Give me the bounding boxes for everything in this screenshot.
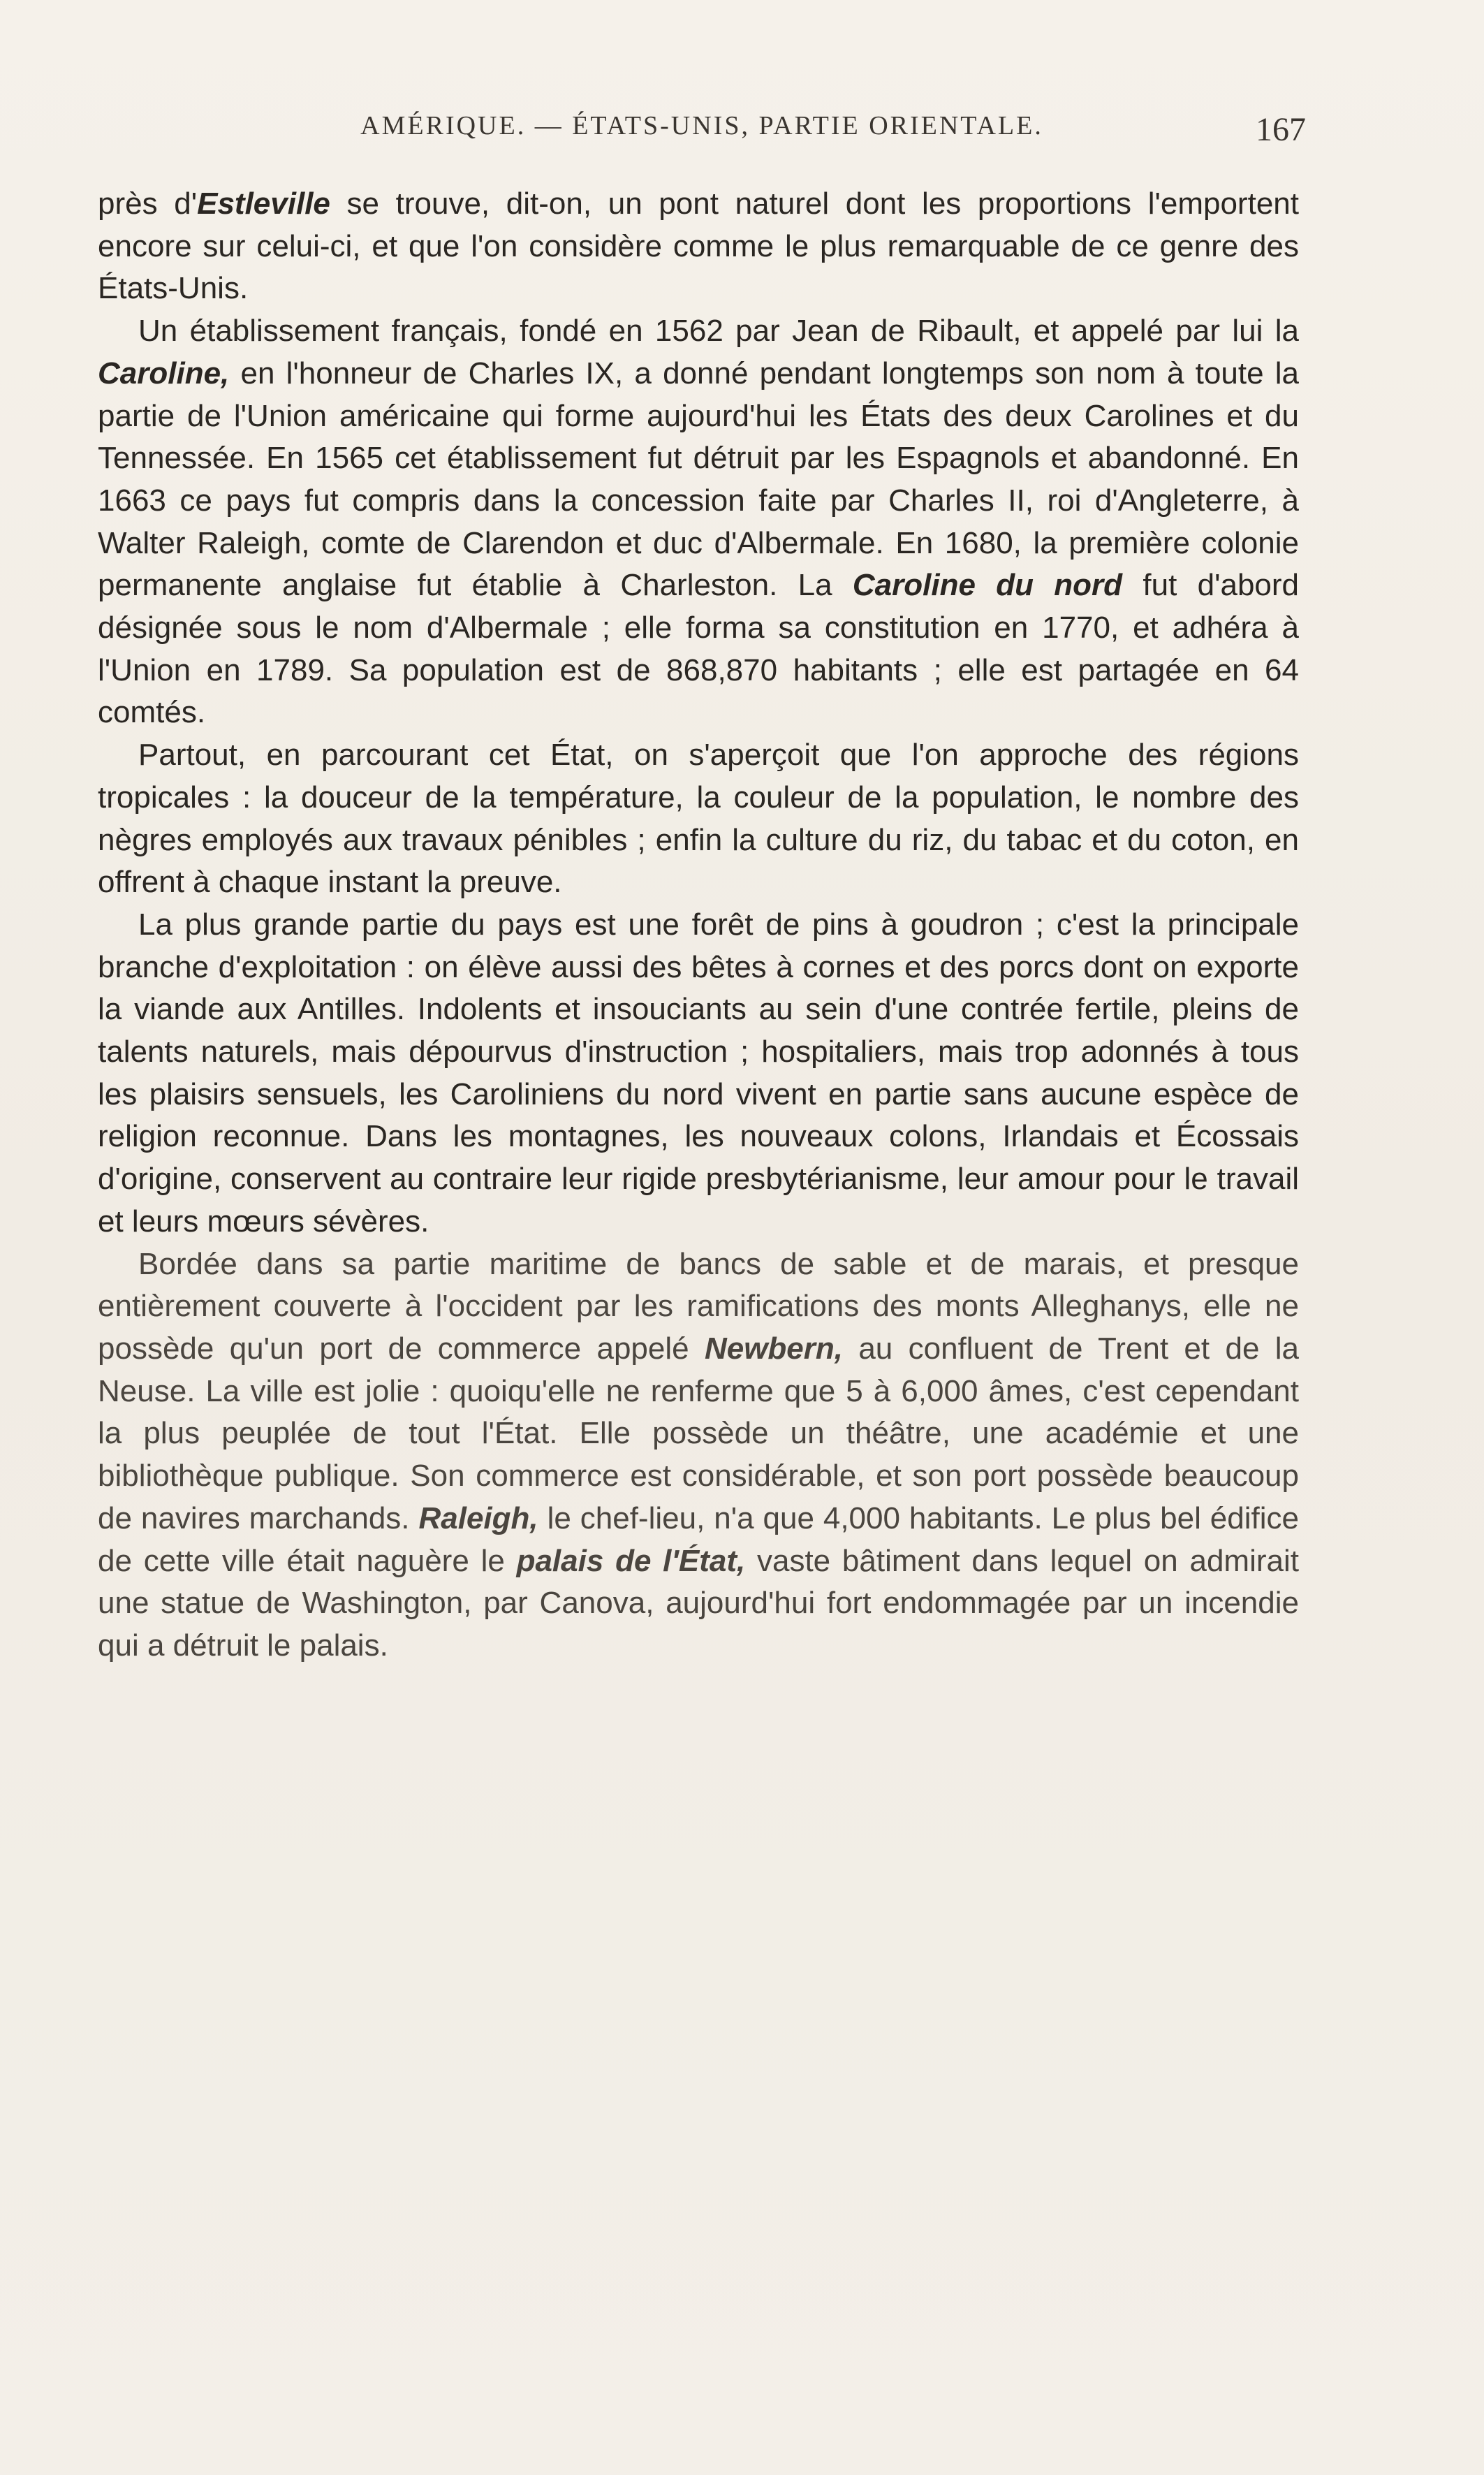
text-run: vaste bâtiment dans lequel on admirait une statue de Washington, par Canova, aujourd'hui fort endommagée par un incendie qui a détruit le palais. (98, 1543, 1299, 1663)
italic-term: palais de l'État, (516, 1543, 746, 1578)
text-run: près d' (98, 187, 198, 221)
italic-term: Raleigh, (418, 1501, 538, 1535)
italic-term: Caroline du nord (852, 568, 1123, 603)
running-head (98, 110, 1306, 148)
paragraph (98, 183, 1299, 310)
paragraph (98, 904, 1299, 1243)
italic-term: Estleville (197, 187, 330, 221)
text-run: Un établissement français, fondé en 1562 par Jean de Ribault, et appelé par lui la (138, 314, 1299, 349)
body-text (98, 183, 1299, 1667)
paragraph (98, 734, 1299, 904)
paragraph (98, 310, 1299, 734)
text-run: Partout, en parcourant cet État, on s'aperçoit que l'on approche des régions tropicales : la douceur de la température, la couleur de la population, le nombre des nègres employés aux travaux pénibles ; enfin la culture du riz, du tabac et du coton, en offrent à chaque instant la preuve. (98, 738, 1299, 900)
italic-term: Caroline, (98, 356, 230, 390)
text-run: le chef-lieu, n'a que 4,000 habitants. Le plus bel édifice de cette ville était naguère le (98, 1501, 1299, 1578)
page-number: 167 (1256, 111, 1306, 148)
text-run: La plus grande partie du pays est une forêt de pins à goudron ; c'est la principale branche d'exploitation : on élève aussi des bêtes à cornes et des porcs dont on exporte la viande aux Antilles. Indolents et insouciants au sein d'une contrée fertile, pleins de talents naturels, mais dépourvus d'instruction ; hospitaliers, mais trop adonnés à tous les plaisirs sensuels, les Caroliniens du nord vivent en partie sans aucune espèce de religion reconnue. Dans les montagnes, les nouveaux colons, Irlandais et Écossais d'origine, conservent au contraire leur rigide presbytérianisme, leur amour pour le travail et leurs mœurs sévères. (98, 907, 1299, 1239)
italic-term: Newbern, (704, 1331, 843, 1366)
text-run: se trouve, dit-on, un pont naturel dont les proportions l'emportent encore sur celui-ci, et que l'on considère comme le plus remarquable de ce genre des États-Unis. (98, 187, 1299, 306)
text-run: Bordée dans sa partie maritime de bancs de sable et de marais, et presque entièrement couverte à l'occident par les ramifications des monts Alleghanys, elle ne possède qu'un port de commerce appelé (98, 1246, 1299, 1366)
paragraph (98, 1243, 1299, 1667)
running-title: AMÉRIQUE. — ÉTATS-UNIS, PARTIE ORIENTALE. (360, 111, 1043, 140)
text-run: au confluent de Trent et de la Neuse. La ville est jolie : quoiqu'elle ne renferme que 5 à 6,000 âmes, c'est cependant la plus peuplée de tout l'État. Elle possède un théâtre, une académie et une bibliothèque publique. Son commerce est considérable, et son port possède beaucoup de navires marchands. (98, 1331, 1299, 1535)
text-run: fut d'abord désignée sous le nom d'Albermale ; elle forma sa constitution en 1770, et adhéra à l'Union en 1789. Sa population est de 868,870 habitants ; elle est partagée en 64 comtés. (98, 568, 1300, 730)
text-run: en l'honneur de Charles IX, a donné pendant longtemps son nom à toute la partie de l'Union américaine qui forme aujourd'hui les États des deux Carolines et du Tennessée. En 1565 cet établissement fut détruit par les Espagnols et abandonné. En 1663 ce pays fut compris dans la concession faite par Charles II, roi d'Angleterre, à Walter Raleigh, comte de Clarendon et duc d'Albermale. En 1680, la première colonie permanente anglaise fut établie à Charleston. La (98, 356, 1299, 603)
